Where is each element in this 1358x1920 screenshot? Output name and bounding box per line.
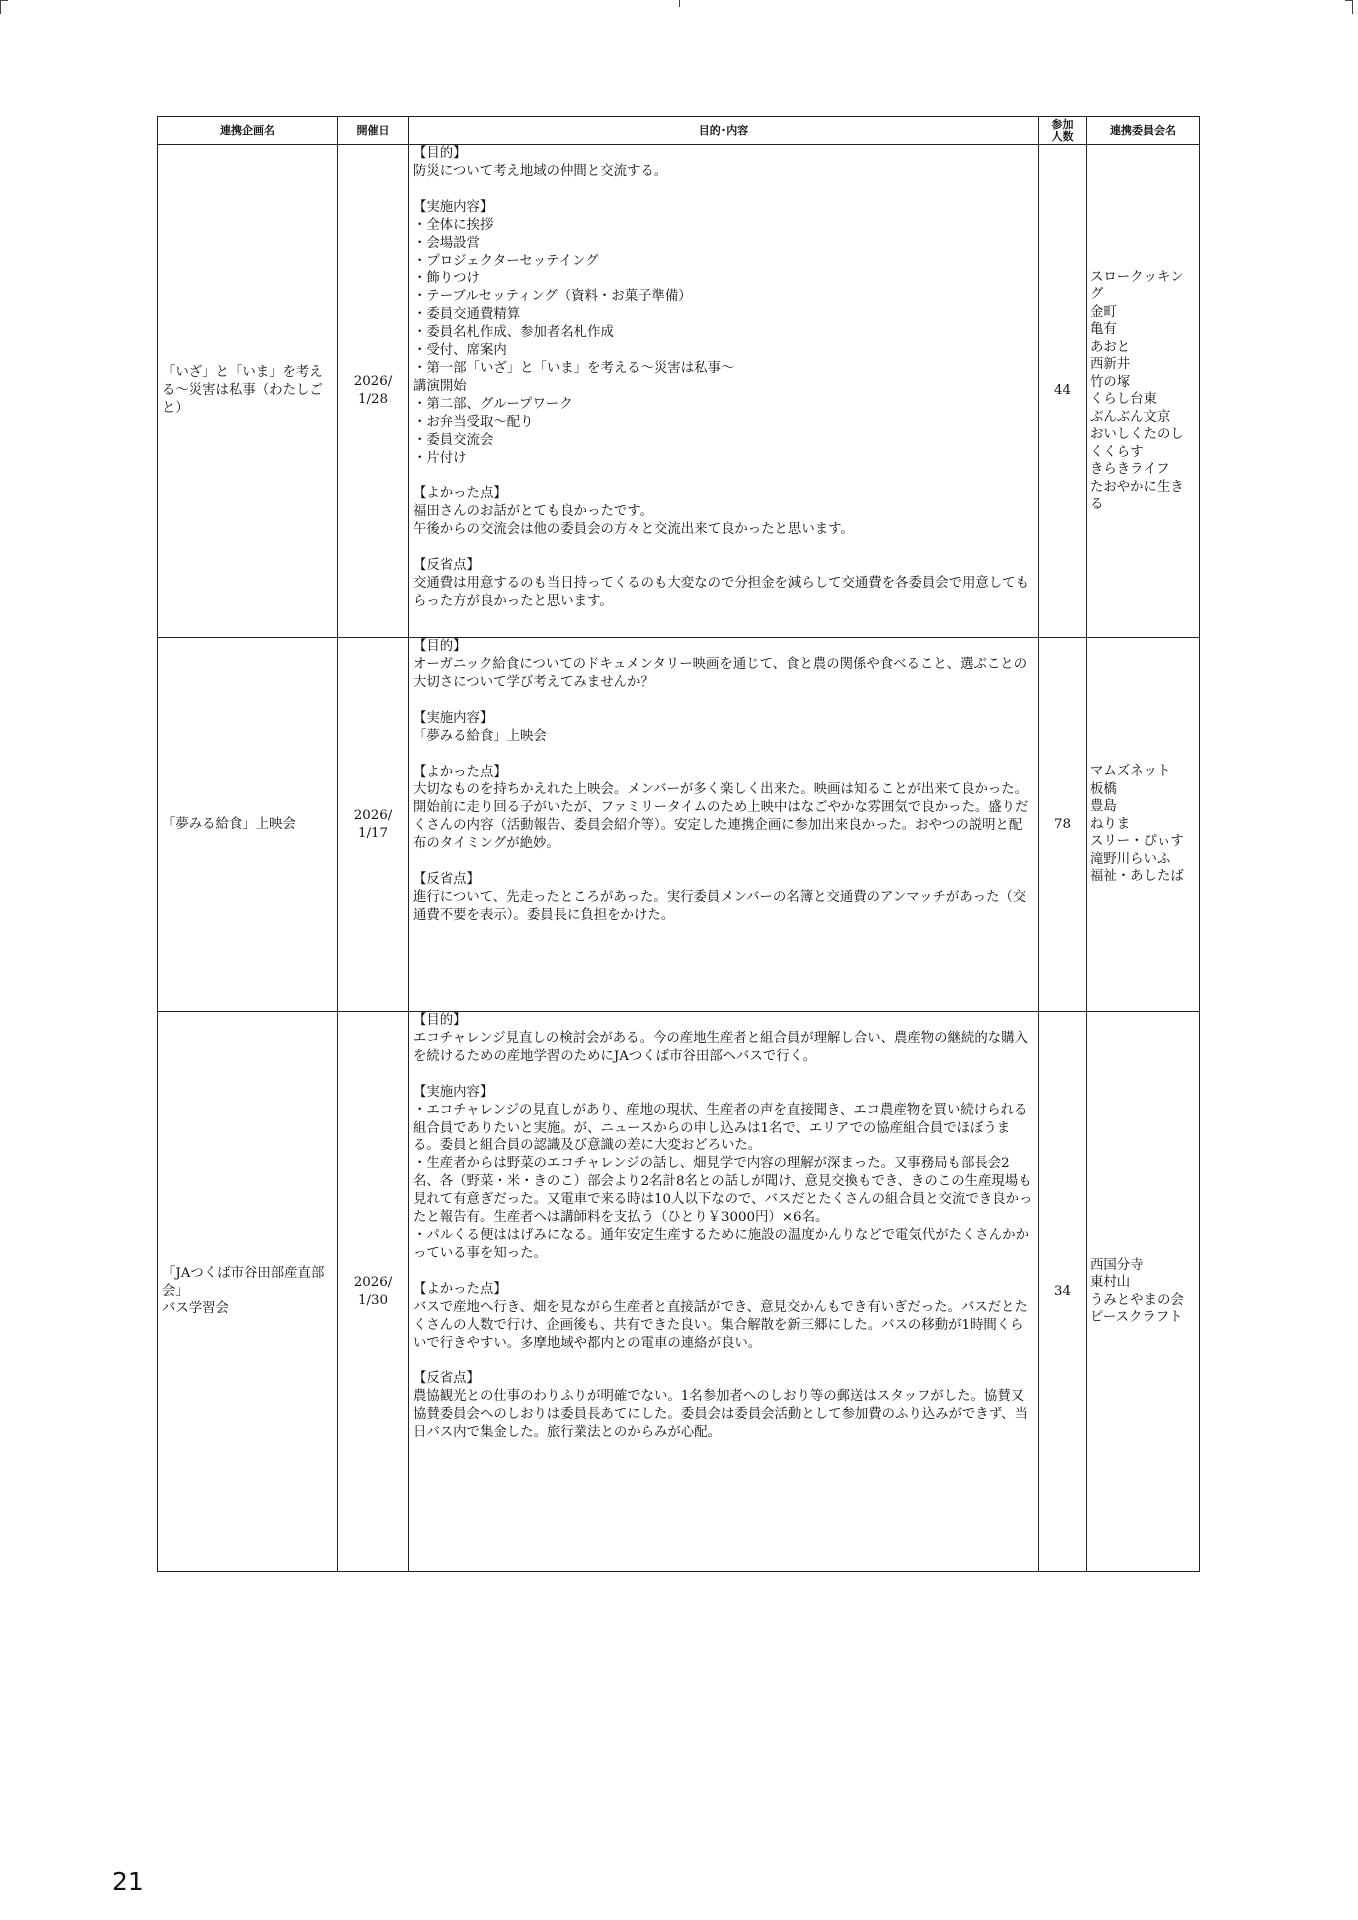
header-content: 目的･内容	[409, 117, 1039, 145]
header-committees: 連携委員会名	[1087, 117, 1200, 145]
event-date: 2026/ 1/28	[353, 374, 393, 407]
crop-mark-top-left-h	[0, 0, 8, 1]
content-activities: 【実施内容】 ・全体に挨拶 ・会場設営 ・プロジェクターセッテイング ・飾りつけ ・テーブルセッティング（資料・お菓子準備） ・委員交通費精算 ・委員名札作成、参加者名札作成 ・受付、席案内 ・第一部「いざ」と「いま」を考える～災害は私事～ 講演開始 ・第二部、グループワーク ・お弁当受取～配り ・委員交流会 ・片付け	[413, 199, 735, 466]
header-plan-name: 連携企画名	[158, 117, 338, 145]
committee-list: 西国分寺 東村山 うみとやまの会 ピースクラフト	[1090, 1257, 1184, 1325]
content-activities: 【実施内容】 「夢みる給食」上映会	[413, 710, 547, 744]
content-purpose: 【目的】 防災について考え地域の仲間と交流する。	[413, 146, 668, 179]
participants-cell	[1039, 1012, 1087, 1572]
crop-mark-top-right	[1352, 0, 1353, 14]
header-participants-label: 参加人数	[1051, 117, 1074, 143]
content-good-points: 【よかった点】 バスで産地へ行き、畑を見ながら生産者と直接話ができ、意見交かんもでき有いぎだった。バスだとたくさんの人数で行け、企画後も、共有できた良い。集合解散を新三郷にした。バスの移動が1時間くらいで行きやすい。多摩地域や都内との電車の連絡が良い。	[413, 1281, 1028, 1351]
participant-count: 44	[1053, 383, 1072, 399]
content-cell	[409, 1012, 1039, 1572]
report-table	[157, 116, 1200, 1572]
plan-name: 「JAつくば市谷田部産直部会」 バス学習会	[162, 1265, 325, 1317]
participant-count: 34	[1053, 1283, 1072, 1299]
content-reflections: 【反省点】 進行について、先走ったところがあった。実行委員メンバーの名簿と交通費のアンマッチがあった（交通費不要を表示）。委員長に負担をかけた。	[413, 872, 1027, 923]
plan-name: 「いざ」と「いま」を考える～災害は私事（わたしごと）	[162, 365, 323, 416]
content-reflections: 【反省点】 農協観光との仕事のわりふりが明確でない。1名参加者へのしおり等の郵送はスタッフがした。協賛又協賛委員会へのしおりは委員長あてにした。委員会は委員会活動として参加費のふり込みができず、当日バス内で集金した。旅行業法とのからみが心配。	[413, 1371, 1028, 1441]
plan-name-cell	[158, 145, 338, 638]
event-date: 2026/ 1/30	[353, 1274, 393, 1308]
page-number: 21	[112, 1867, 144, 1896]
crop-mark-top-center	[679, 0, 680, 7]
participants-cell	[1039, 145, 1087, 638]
event-date: 2026/ 1/17	[353, 807, 393, 841]
crop-mark-top-right-h	[1345, 0, 1353, 1]
header-date: 開催日	[338, 117, 409, 145]
crop-mark-top-left	[0, 0, 1, 14]
date-cell	[338, 145, 409, 638]
content-cell	[409, 145, 1039, 638]
committees-cell	[1087, 145, 1200, 638]
header-participants	[1039, 117, 1087, 145]
plan-name-cell	[158, 638, 338, 1012]
plan-name-cell	[158, 1012, 338, 1572]
content-good-points: 【よかった点】 大切なものを持ちかえれた上映会。メンバーが多く楽しく出来た。映画は知ることが出来て良かった。開始前に走り回る子がいたが、ファミリータイムのため上映中はなごやかな雰囲気で良かった。盛りだくさんの内容（活動報告、委員会紹介等）。安定した連携企画に参加出来良かった。おやつの説明と配布のタイミングが絶妙。	[413, 764, 1029, 852]
participant-count: 78	[1053, 816, 1072, 832]
content-cell	[409, 638, 1039, 1012]
participants-cell	[1039, 638, 1087, 1012]
table-row	[158, 1012, 1200, 1572]
table-row	[158, 145, 1200, 638]
header-row	[158, 117, 1200, 145]
committee-list: スロークッキング 金町 亀有 あおと 西新井 竹の塚 くらし台東 ぶんぶん文京 おいしくたのしくくらす きらきライフ たおやかに生きる	[1090, 269, 1184, 512]
committees-cell	[1087, 1012, 1200, 1572]
committees-cell	[1087, 638, 1200, 1012]
date-cell	[338, 1012, 409, 1572]
content-good-points: 【よかった点】 福田さんのお話がとても良かったです。 午後からの交流会は他の委員会の方々と交流出来て良かったと思います。	[413, 486, 854, 538]
date-cell	[338, 638, 409, 1012]
content-purpose: 【目的】 エコチャレンジ見直しの検討会がある。今の産地生産者と組合員が理解し合い、農産物の継続的な購入を続けるための産地学習のためにJAつくば市谷田部へバスで行く。	[413, 1013, 1028, 1064]
committee-list: マムズネット 板橋 豊島 ねりま スリー・ぴぃす 滝野川らいふ 福祉・あしたば	[1090, 764, 1184, 885]
plan-name: 「夢みる給食」上映会	[162, 816, 296, 832]
content-reflections: 【反省点】 交通費は用意するのも当日持ってくるのも大変なので分担金を減らして交通費を各委員会で用意してもらった方が良かったと思います。	[413, 558, 1029, 609]
table-row	[158, 638, 1200, 1012]
content-activities: 【実施内容】 ・エコチャレンジの見直しがあり、産地の現状、生産者の声を直接聞き、エコ農産物を買い続けられる組合員でありたいと実施。が、ニュースからの申し込みは1名で、エリアでの協産組合員でほぼうまる。委員と組合員の認識及び意識の差に大変おどろいた。 ・生産者からは野菜のエコチャレンジの話し、畑見学で内容の理解が深まった。又事務局も部長会2名、各（野菜・米・きのこ）部会より2名計8名との話しが聞け、意見交換もでき、きのこの生産現場も見れて有意ぎだった。又電車で来る時は10人以下なので、バスだとたくさんの組合員と交流でき良かったと報告有。生産者へは講師料を支払う（ひとり￥3000円）×6名。 ・パルくる便ははげみになる。通年安定生産するために施設の温度かんりなどで電気代がたくさんかかっている事を知った。	[413, 1084, 1033, 1261]
content-purpose: 【目的】 オーガニック給食についてのドキュメンタリー映画を通じて、食と農の関係や食べること、選ぶことの大切さについて学び考えてみませんか？	[413, 639, 1028, 690]
